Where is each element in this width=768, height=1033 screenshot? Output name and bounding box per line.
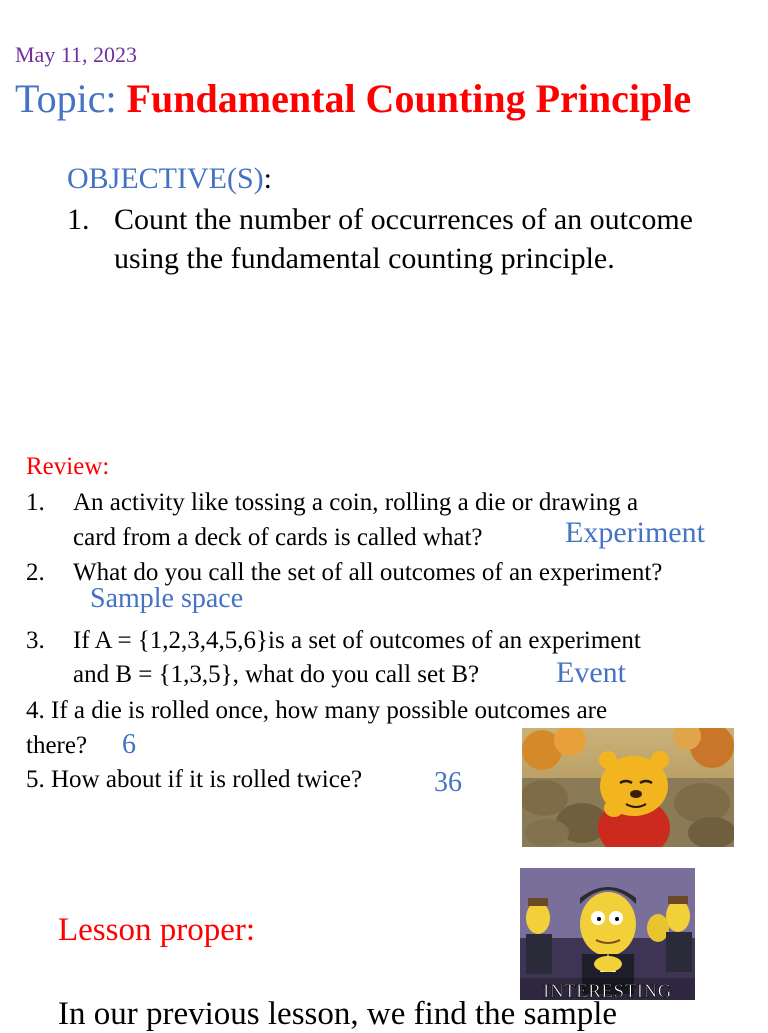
review-q3-line1 [26, 623, 641, 658]
review-q1-line2 [73, 520, 483, 555]
review-q3-text-2: and B = {1,3,5}, what do you call set B? [73, 661, 480, 688]
review-q3-text: If A = {1,2,3,4,5,6}is a set of outcomes of an experiment [73, 627, 641, 654]
review-q1-number: 1. [26, 489, 45, 516]
pooh-thinking-image [522, 728, 734, 847]
objective-text: Count the number of occurrences of an outcome using the fundamental counting principle. [114, 203, 693, 275]
review-q5-line1: 5. How about if it is rolled twice? [26, 766, 363, 793]
topic-title: Fundamental Counting Principle [126, 76, 692, 121]
review-q3-line2 [73, 657, 479, 692]
review-q2-answer: Sample space [90, 583, 244, 614]
review-heading: Review: [26, 453, 110, 480]
review-q4-line1: 4. If a die is rolled once, how many possible outcomes are [26, 697, 608, 724]
review-q4-answer: 6 [122, 729, 136, 760]
lesson-heading: Lesson proper: [58, 912, 256, 948]
review-q2-number: 2. [26, 559, 45, 586]
meme-caption: INTERESTING [543, 981, 672, 1000]
date: May 11, 2023 [15, 42, 138, 67]
interesting-meme-image [520, 868, 695, 1000]
review-q1-text-2: card from a deck of cards is called what? [73, 524, 483, 551]
review-q3-number: 3. [26, 627, 45, 654]
objectives-label: OBJECTIVE(S) [67, 162, 264, 195]
objectives-colon: : [263, 162, 272, 195]
objective-item [67, 200, 707, 278]
objectives-heading [67, 161, 272, 197]
review-q1-text: An activity like tossing a coin, rolling a die or drawing a [73, 489, 639, 516]
objective-number: 1. [67, 203, 90, 236]
objectives-list [67, 200, 707, 278]
review-q3-answer: Event [556, 656, 626, 689]
lesson-paragraph: In our previous lesson, we find the sample [58, 996, 618, 1032]
review-q1-line1 [26, 485, 638, 520]
page-title [15, 75, 691, 123]
review-q1-answer: Experiment [565, 516, 705, 549]
review-q2-text: What do you call the set of all outcomes of an experiment? [73, 559, 663, 586]
topic-label: Topic: [15, 76, 127, 121]
review-q4-line2: there? [26, 732, 88, 759]
review-q5-answer: 36 [434, 767, 462, 798]
